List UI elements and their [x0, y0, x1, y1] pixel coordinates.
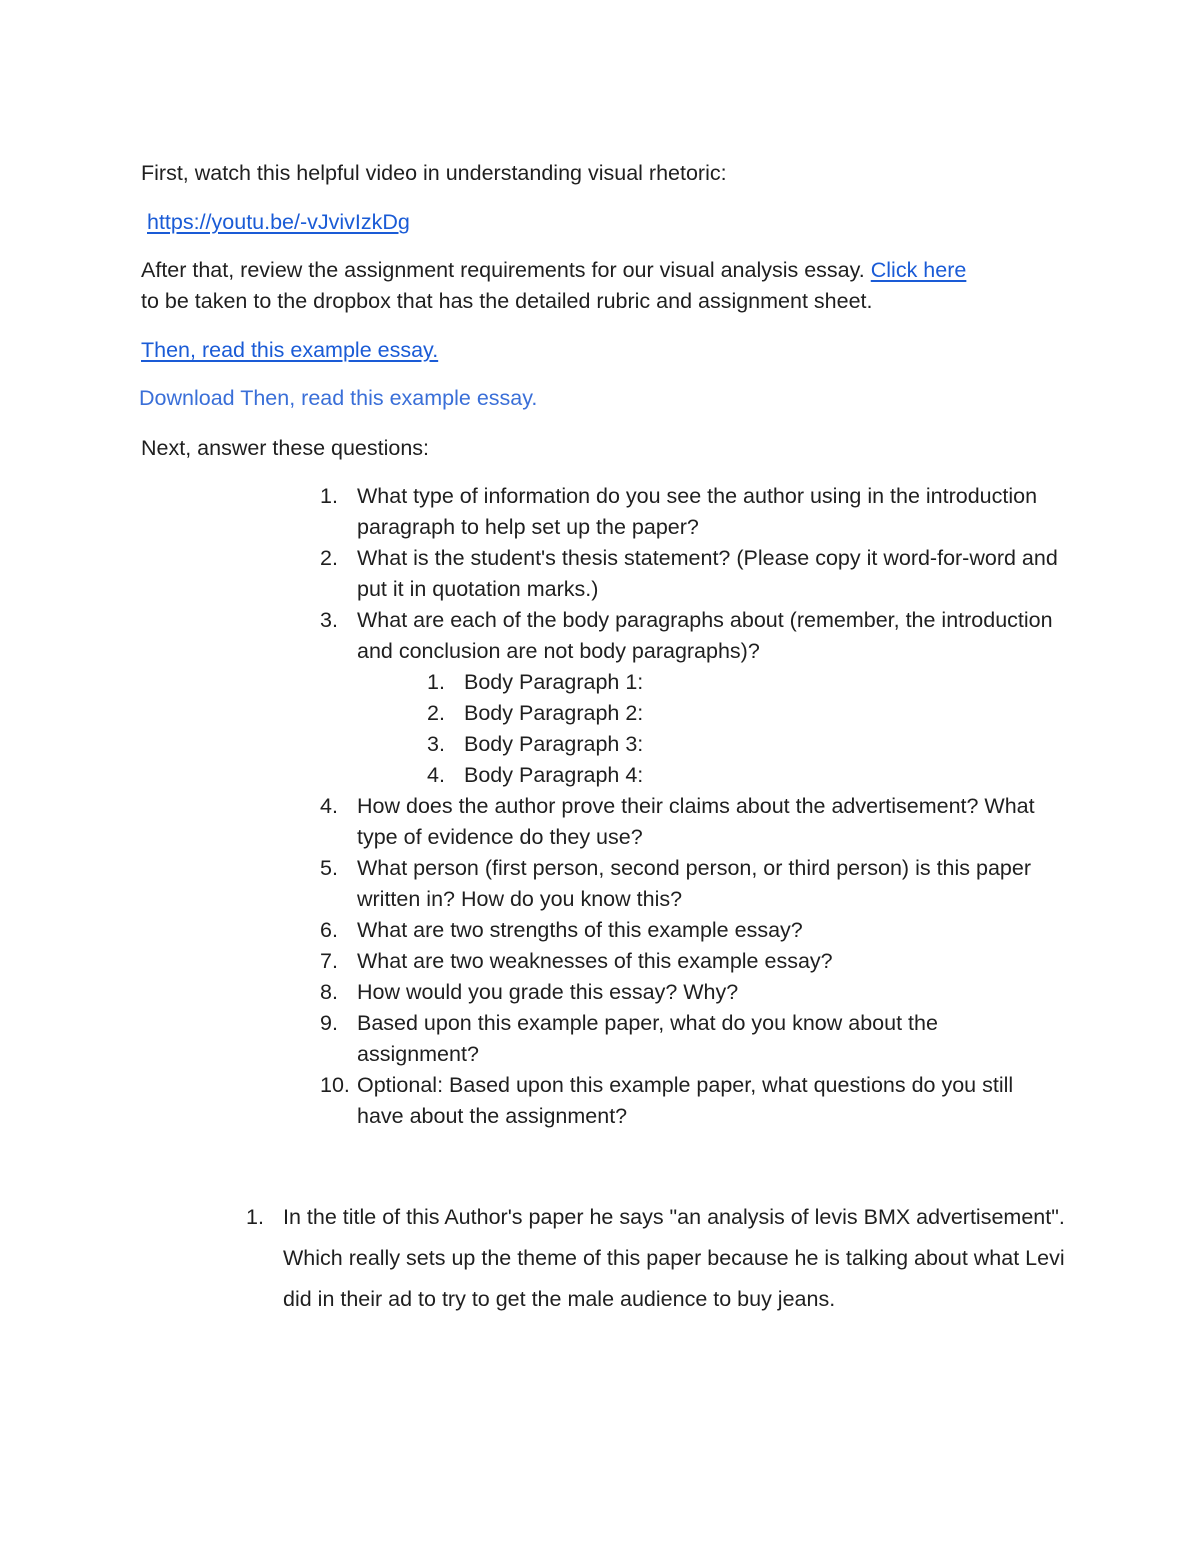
download-example-link[interactable]: Download Then, read this example essay. — [139, 386, 538, 410]
click-here-link[interactable]: Click here — [870, 258, 967, 282]
video-link[interactable]: https://youtu.be/-vJvivIzkDg — [147, 210, 410, 234]
question-text: What person (first person, second person, or third person) is this paper written in? How do you know this? — [357, 856, 1031, 911]
question-item — [320, 605, 1060, 791]
body-paragraph-label: Body Paragraph 4: — [464, 763, 644, 787]
body-paragraph-item — [427, 760, 1060, 791]
question-number: 1. — [320, 484, 338, 508]
question-text: What type of information do you see the author using in the introduction paragraph to help set up the paper? — [357, 484, 1038, 539]
question-number: 7. — [320, 949, 338, 973]
question-number: 5. — [320, 856, 338, 880]
question-text: Based upon this example paper, what do you know about the assignment? — [357, 1011, 938, 1066]
question-item — [320, 1070, 1060, 1132]
question-number: 4. — [320, 794, 338, 818]
download-line — [139, 383, 1069, 414]
answer-text: In the title of this Author's paper he says "an analysis of levis BMX advertisement". Which really sets up the theme of this paper because he is talking about what Levi did in their ad to try to get the male audience to buy jeans. — [283, 1205, 1065, 1311]
question-number: 8. — [320, 980, 338, 1004]
question-item — [320, 791, 1060, 853]
question-item — [320, 481, 1060, 543]
question-text: What is the student's thesis statement? (Please copy it word-for-word and put it in quotation marks.) — [357, 546, 1058, 601]
review-text-after: to be taken to the dropbox that has the detailed rubric and assignment sheet. — [141, 289, 873, 313]
question-text: How does the author prove their claims about the advertisement? What type of evidence do they use? — [357, 794, 1035, 849]
question-text: How would you grade this essay? Why? — [357, 980, 739, 1004]
body-paragraph-item — [427, 729, 1060, 760]
question-number: 2. — [320, 546, 338, 570]
question-item — [320, 543, 1060, 605]
body-paragraph-label: Body Paragraph 3: — [464, 732, 644, 756]
question-item — [320, 946, 1060, 977]
next-instruction: Next, answer these questions: — [141, 436, 430, 460]
question-item — [320, 915, 1060, 946]
example-essay-link[interactable]: Then, read this example essay. — [141, 338, 439, 362]
body-paragraph-number: 1. — [427, 670, 445, 694]
body-paragraph-number: 2. — [427, 701, 445, 725]
body-paragraph-item — [427, 667, 1060, 698]
review-instruction — [141, 255, 1071, 317]
question-text: What are two strengths of this example essay? — [357, 918, 803, 942]
watch-instruction: First, watch this helpful video in understanding visual rhetoric: — [141, 161, 727, 185]
answer-number: 1. — [246, 1205, 264, 1229]
body-paragraph-label: Body Paragraph 2: — [464, 701, 644, 725]
body-paragraph-item — [427, 698, 1060, 729]
video-link-line — [147, 207, 1077, 238]
body-paragraph-number: 3. — [427, 732, 445, 756]
question-text: Optional: Based upon this example paper, what questions do you still have about the assignment? — [357, 1073, 1014, 1128]
question-number: 3. — [320, 608, 338, 632]
question-number: 9. — [320, 1011, 338, 1035]
example-essay-line — [141, 335, 1071, 366]
question-item — [320, 853, 1060, 915]
question-text: What are each of the body paragraphs about (remember, the introduction and conclusion are not body paragraphs)? — [357, 608, 1053, 663]
body-paragraphs-list — [427, 667, 1060, 791]
review-text-before: After that, review the assignment requirements for our visual analysis essay. — [141, 258, 865, 282]
question-number: 10. — [320, 1073, 350, 1097]
questions-list — [320, 481, 1060, 1132]
question-number: 6. — [320, 918, 338, 942]
answer-paragraph — [246, 1197, 1066, 1320]
question-text: What are two weaknesses of this example essay? — [357, 949, 833, 973]
body-paragraph-number: 4. — [427, 763, 445, 787]
question-item — [320, 977, 1060, 1008]
body-paragraph-label: Body Paragraph 1: — [464, 670, 644, 694]
question-item — [320, 1008, 1060, 1070]
